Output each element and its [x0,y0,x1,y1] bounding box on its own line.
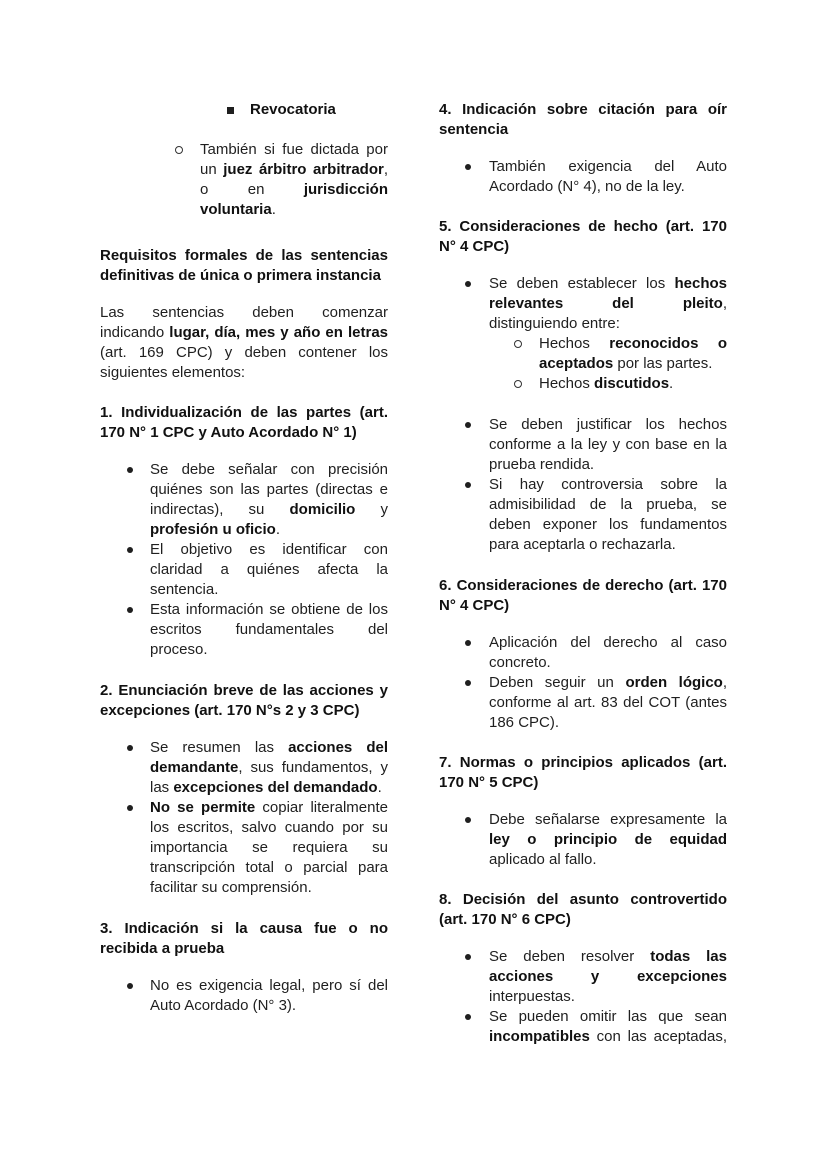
text: (art. 169 CPC) y deben contener los [100,344,388,361]
text: y [355,501,388,518]
bold-text: hechos [674,275,727,292]
text: concreto. [489,654,551,671]
text: facilitar su comprensión. [150,879,312,896]
right-column [414,0,828,1169]
bullet-disc-icon [460,810,476,830]
text-line [489,157,727,177]
bold-text: aceptados [539,355,614,372]
bullet-disc-icon [460,274,476,294]
text: , [722,295,727,312]
text-line [489,177,727,197]
text-line [489,693,727,713]
text: . [275,521,281,538]
text: transcripción total o parcial para [150,859,388,876]
text: para aceptarla o rechazarla. [489,536,676,553]
text: admisibilidad de la prueba, se [489,496,727,513]
text-line [489,515,727,535]
text-line [489,633,727,653]
heading-line [100,423,388,443]
text: El objetivo es identificar con [150,541,388,558]
bold-text: lugar, día, mes y año en letras [169,324,389,341]
heading-line [100,246,388,266]
text-line [100,363,388,383]
bold-text: orden lógico [625,674,723,691]
bold-text: N° 4 CPC) [439,238,510,255]
text: Deben seguir un [489,674,626,691]
bullet-circle-icon [510,374,526,394]
text-line [489,673,727,693]
text: importancia se requiera su [150,839,388,856]
text-line [489,535,727,555]
text: . [669,375,674,392]
text: Se deben resolver [489,948,651,965]
text-line [150,600,388,620]
text-line [489,455,727,475]
text-line [200,140,388,160]
heading-line [100,939,388,959]
text-line [489,495,727,515]
bold-text: relevantes del pleito [489,295,723,312]
text: Si hay controversia sobre la [489,476,727,493]
text-line [150,798,388,818]
bold-text: sentencia [439,121,509,138]
text-line [150,878,388,898]
heading-line [439,910,727,930]
bold-text: excepciones (art. 170 N°s 2 y 3 CPC) [100,702,360,719]
text: claridad a quiénes afecta la [150,561,388,578]
text: escritos fundamentales del [150,621,388,638]
text-line [150,520,388,540]
bold-text: Revocatoria [250,101,336,118]
text-line [250,100,388,120]
text-line [150,858,388,878]
bullet-disc-icon [460,673,476,693]
text-line [150,620,388,640]
text: Esta información se obtiene de los [150,601,388,618]
text: deben exponer los fundamentos [489,516,727,533]
bullet-disc-icon [460,633,476,653]
bold-text: 3. Indicación si la causa fue o no [100,920,388,937]
text-line [150,818,388,838]
bold-text: definitivas de única o primera instancia [100,267,381,284]
bullet-disc-icon [122,976,138,996]
text: indirectas), su [150,501,290,518]
text: Se resumen las [150,739,289,756]
text-line [489,294,727,314]
text: aplicado al fallo. [489,851,597,868]
bold-text: todas las [650,948,727,965]
text-line [489,475,727,495]
bullet-disc-icon [122,460,138,480]
text-line [489,713,727,733]
bold-text: 2. Enunciación breve de las acciones y [100,682,388,699]
text-line [150,500,388,520]
text: Debe señalarse expresamente la [489,811,727,828]
heading-line [100,919,388,939]
bold-text: 8. Decisión del asunto controvertido [439,891,727,908]
heading-line [439,753,727,773]
text-line [150,838,388,858]
bold-text: 170 N° 5 CPC) [439,774,539,791]
heading-line [439,576,727,596]
text: por las partes. [613,355,713,372]
text: No es exigencia legal, pero sí del [150,977,388,994]
text: interpuestas. [489,988,575,1005]
text-line [150,560,388,580]
text: Acordado (N° 4), no de la ley. [489,178,685,195]
text-line [150,580,388,600]
text: quiénes son las partes (directas e [150,481,388,498]
bullet-disc-icon [460,1007,476,1027]
heading-line [439,217,727,237]
bullet-disc-icon [460,475,476,495]
text: proceso. [150,641,208,658]
text: También exigencia del Auto [489,158,727,175]
text: También si fue dictada por [200,141,388,158]
bullet-disc-icon [460,157,476,177]
bold-text: reconocidos o [609,335,727,352]
bold-text: excepciones del demandado [173,779,378,796]
bold-text: voluntaria [200,201,272,218]
heading-line [439,100,727,120]
text: Las sentencias deben comenzar [100,304,388,321]
text-line [100,303,388,323]
bold-text: discutidos [594,375,670,392]
text-line [150,460,388,480]
text: las [150,779,174,796]
text-line [100,323,388,343]
bold-text: 5. Consideraciones de hecho (art. 170 [439,218,727,235]
text: Se deben establecer los [489,275,675,292]
text-line [489,274,727,294]
bullet-circle-icon [171,140,187,160]
bold-text: jurisdicción [303,181,388,198]
text: con las aceptadas, [589,1028,727,1045]
text-line [150,976,388,996]
text: Hechos [539,375,595,392]
text: Aplicación del derecho al caso [489,634,727,651]
text: . [377,779,382,796]
text: Se deben justificar los hechos [489,416,727,433]
bold-text: recibida a prueba [100,940,225,957]
text: , [383,161,389,178]
text-line [489,830,727,850]
text-line [489,435,727,455]
bold-text: 6. Consideraciones de derecho (art. 170 [439,577,727,594]
text-line [150,480,388,500]
text: sentencia. [150,581,219,598]
bullet-square-icon [222,100,238,120]
text-line [200,160,388,180]
text-line [150,738,388,758]
text: copiar literalmente [255,799,388,816]
text-line [150,640,388,660]
text: Se pueden omitir las que sean [489,1008,727,1025]
bullet-disc-icon [122,540,138,560]
text-line [489,314,727,334]
text-line [100,343,388,363]
heading-line [439,237,727,257]
text-line [200,200,388,220]
text: los escritos, salvo cuando por su [150,819,388,836]
heading-line [439,120,727,140]
bold-text: acciones del [288,739,388,756]
text: , [722,674,728,691]
text-line [489,653,727,673]
heading-line [439,773,727,793]
text: Hechos [539,335,610,352]
text-line [489,947,727,967]
bold-text: demandante [150,759,239,776]
bold-text: Requisitos formales de las sentencias [100,247,388,264]
heading-line [100,403,388,423]
text-line [489,850,727,870]
text: siguientes elementos: [100,364,246,381]
text: en [247,181,304,198]
bold-text: juez árbitro arbitrador [223,161,384,178]
bold-text: No se permite [150,799,256,816]
bullet-circle-icon [510,334,526,354]
text-line [539,374,727,394]
bold-text: acciones y excepciones [489,968,727,985]
text-line [489,810,727,830]
bullet-disc-icon [122,738,138,758]
text-line [150,778,388,798]
heading-line [439,596,727,616]
text: conforme a la ley y con base en la [489,436,727,453]
text-line [150,996,388,1016]
bold-text: 4. Indicación sobre citación para oír [439,101,727,118]
bold-text: 1. Individualización de las partes (art. [100,404,388,421]
bold-text: 170 N° 1 CPC y Auto Acordado N° 1) [100,424,357,441]
text: Se debe señalar con precisión [150,461,388,478]
text-line [150,540,388,560]
text-line [489,967,727,987]
text: . [271,201,276,218]
text-line [489,415,727,435]
bold-text: (art. 170 N° 6 CPC) [439,911,571,928]
bold-text: ley o principio de equidad [489,831,727,848]
bold-text: profesión u oficio [150,521,276,538]
text-line [489,1007,727,1027]
text: distinguiendo entre: [489,315,620,332]
text-line [489,987,727,1007]
text: indicando [100,324,170,341]
bullet-disc-icon [460,415,476,435]
text-line [489,1027,727,1047]
bold-text: 7. Normas o principios aplicados (art. [439,754,727,771]
bold-text: N° 4 CPC) [439,597,510,614]
bold-text: incompatibles [489,1028,590,1045]
heading-line [100,681,388,701]
text: Auto Acordado (N° 3). [150,997,297,1014]
heading-line [100,266,388,286]
text-line [200,180,388,200]
text: conforme al art. 83 del COT (antes [489,694,727,711]
text: prueba rendida. [489,456,595,473]
text-line [150,758,388,778]
bold-text: domicilio [289,501,356,518]
text-line [539,354,727,374]
heading-line [100,701,388,721]
bullet-disc-icon [122,600,138,620]
heading-line [439,890,727,910]
text: , sus fundamentos, y [238,759,388,776]
text: un [200,161,224,178]
text-line [539,334,727,354]
text: 186 CPC). [489,714,560,731]
bullet-disc-icon [460,947,476,967]
text: o [200,181,248,198]
bullet-disc-icon [122,798,138,818]
